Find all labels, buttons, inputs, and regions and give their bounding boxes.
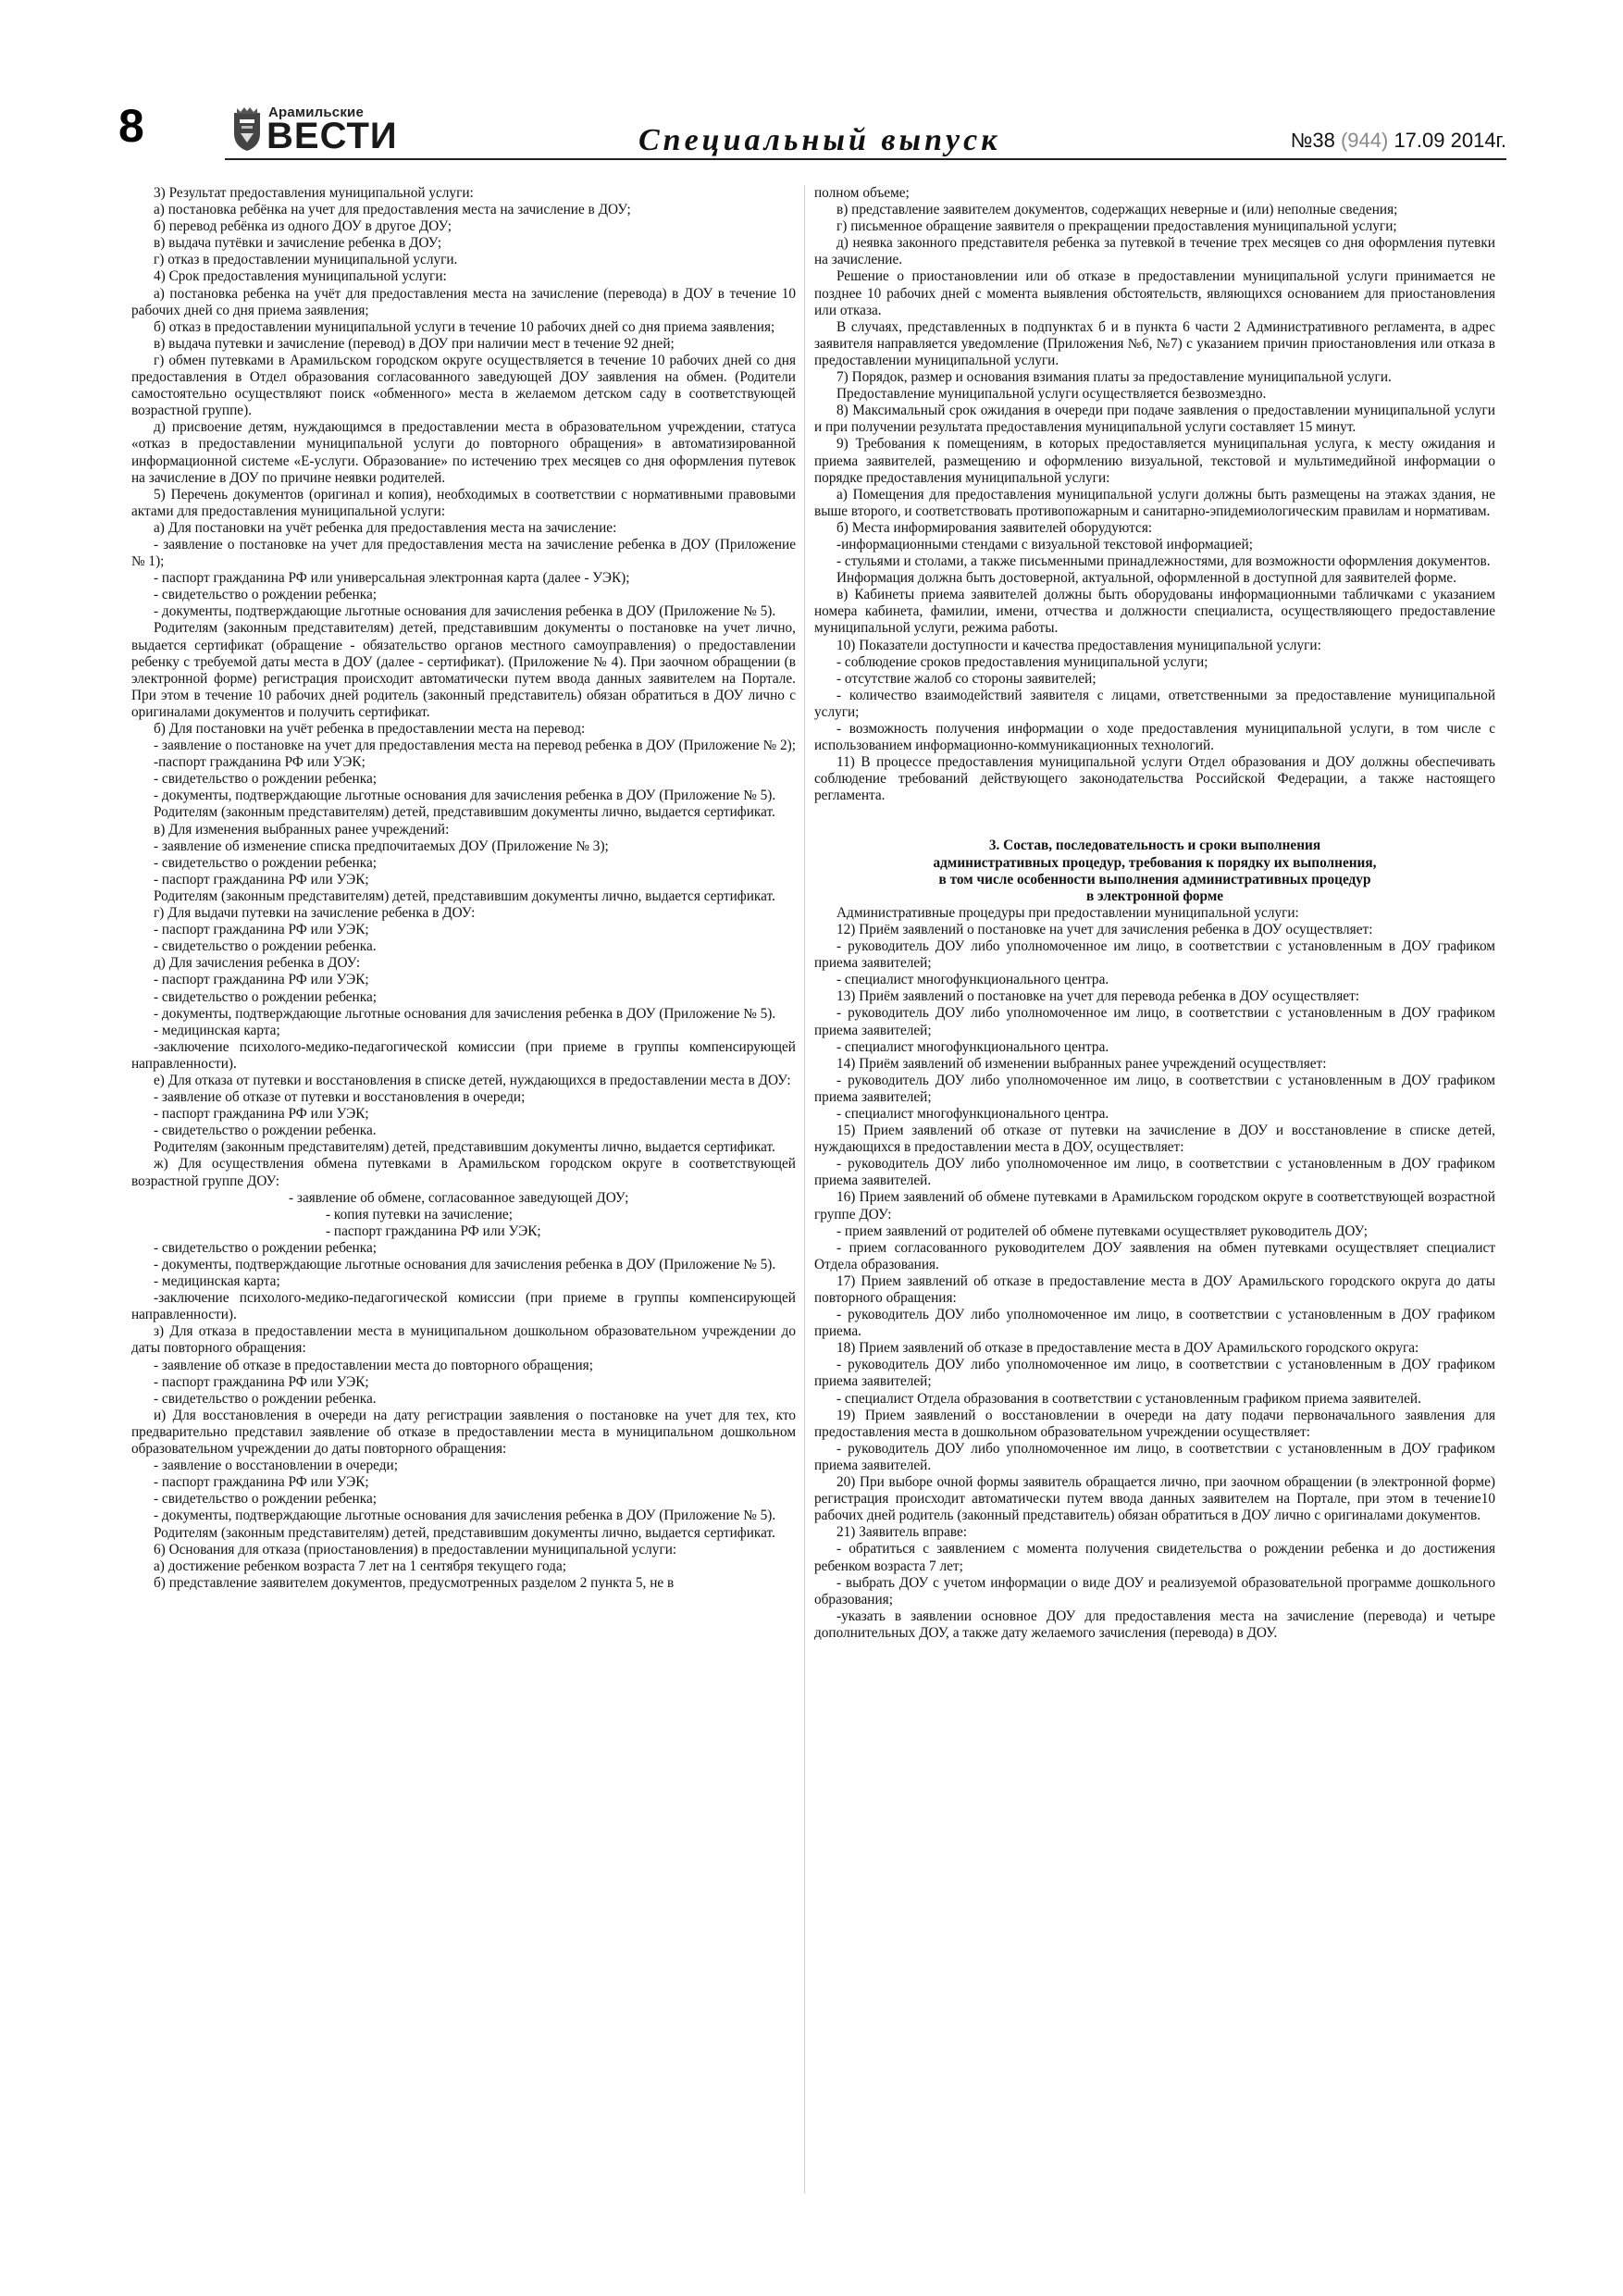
paragraph: - медицинская карта; xyxy=(154,1022,280,1038)
paragraph: ж) Для осуществления обмена путевками в Арамильском городском округе в соответствующей возрастной группе ДОУ: xyxy=(131,1156,796,1189)
paragraph: - руководитель ДОУ либо уполномоченное им лицо, в соответствии с установленным в ДОУ графиком приема заявителей. xyxy=(814,1440,1495,1473)
paragraph: 14) Приём заявлений об изменении выбранных ранее учреждений осуществляет: xyxy=(836,1055,1327,1072)
paragraph: з) Для отказа в предоставлении места в муниципальном дошкольном образовательном учреждении до даты повторного обращения: xyxy=(131,1323,796,1357)
paragraph: 11) В процессе предоставления муниципальной услуги Отдел образования и ДОУ должны обеспечивать соблюдение требований действующего законодательства Российской Федерации, а также настоящего регламента. xyxy=(814,754,1495,804)
paragraph: - паспорт гражданина РФ или УЭК; xyxy=(154,1474,369,1491)
paragraph: Родителям (законным представителям) детей, представившим документы о постановке на учет лично, выдается сертификат (обращение - обязательство органов местного самоуправления) о предоставлении ребенку с требуемой даты места в ДОУ (далее - сертификат). (Приложение № 4). При заочном обращении (в электронной форме) регистрация происходит автоматически путем ввода данных заявителем на Портале. При этом в течение 10 рабочих дней родитель (законный представитель) обязан обратиться в ДОУ лично с оригиналами документов и получить сертификат. xyxy=(131,620,796,720)
paragraph: 6) Основания для отказа (приостановления) в предоставлении муниципальной услуги: xyxy=(154,1541,677,1558)
paragraph: - документы, подтверждающие льготные основания для зачисления ребенка в ДОУ (Приложение № 5). xyxy=(154,1005,776,1022)
paragraph: - руководитель ДОУ либо уполномоченное им лицо, в соответствии с установленным в ДОУ графиком приема заявителей; xyxy=(814,1005,1495,1038)
section-heading-line: в электронной форме xyxy=(1085,887,1224,904)
paragraph: - свидетельство о рождении ребенка; xyxy=(154,1239,377,1256)
right-column xyxy=(814,185,1495,1642)
paragraph: - копия путевки на зачисление; xyxy=(326,1206,513,1222)
paragraph: Родителям (законным представителям) детей, представившим документы лично, выдается сертификат. xyxy=(154,1524,775,1541)
paragraph: - руководитель ДОУ либо уполномоченное им лицо, в соответствии с установленным в ДОУ графиком приема заявителей; xyxy=(814,1072,1495,1105)
paragraph: - паспорт гражданина РФ или УЭК; xyxy=(326,1222,541,1239)
column-divider xyxy=(804,185,805,2193)
paragraph: в) Кабинеты приема заявителей должны быть оборудованы информационными табличками с указанием номера кабинета, фамилии, имени, отчества и должности специалиста, осуществляющего предоставление муниципальной услуги, режима работы. xyxy=(814,587,1495,637)
paragraph: - руководитель ДОУ либо уполномоченное им лицо, в соответствии с установленным в ДОУ графиком приема заявителей. xyxy=(814,1156,1495,1189)
paragraph: - документы, подтверждающие льготные основания для зачисления ребенка в ДОУ (Приложение № 5). xyxy=(154,788,776,804)
paragraph: - свидетельство о рождении ребенка. xyxy=(154,1390,377,1407)
paragraph: - свидетельство о рождении ребенка; xyxy=(154,771,377,788)
paragraph: - заявление об обмене, согласованное заведующей ДОУ; xyxy=(289,1189,629,1206)
paragraph: б) Для постановки на учёт ребенка в предоставлении места на перевод: xyxy=(154,721,586,737)
paragraph: - паспорт гражданина РФ или УЭК; xyxy=(154,972,369,988)
paragraph: - заявление об изменение списка предпочитаемых ДОУ (Приложение № 3); xyxy=(154,838,609,854)
paragraph: - паспорт гражданина РФ или УЭК; xyxy=(154,922,369,938)
paragraph: - стульями и столами, а также письменными принадлежностями, для возможности оформления документов. xyxy=(836,553,1491,570)
paragraph: - свидетельство о рождении ребенка. xyxy=(154,938,377,955)
paragraph: б) перевод ребёнка из одного ДОУ в другое ДОУ; xyxy=(154,218,452,235)
paragraph: Решение о приостановлении или об отказе в предоставлении муниципальной услуги принимается не позднее 10 рабочих дней с момента выявления обстоятельств, являющихся основанием для приостановления или отказа. xyxy=(814,268,1495,318)
paragraph: - специалист многофункционального центра. xyxy=(836,972,1109,988)
paragraph: - заявление об отказе от путевки и восстановления в очереди; xyxy=(154,1089,526,1106)
paragraph: а) постановка ребенка на учёт для предоставления места на зачисление (перевода) в ДОУ в течение 10 рабочих дней со дня приема заявления; xyxy=(131,285,796,318)
paragraph: 21) Заявитель вправе: xyxy=(836,1524,968,1541)
newspaper-logo xyxy=(231,104,407,154)
paragraph: 4) Срок предоставления муниципальной услуги: xyxy=(154,268,447,285)
paragraph: 7) Порядок, размер и основания взимания платы за предоставление муниципальной услуги. xyxy=(836,369,1392,386)
section-heading-line: в том числе особенности выполнения административных процедур xyxy=(938,871,1371,887)
paragraph: д) неявка законного представителя ребенка за путевкой в течение трех месяцев со дня оформления путевки на зачисление. xyxy=(814,235,1495,268)
paragraph: - свидетельство о рождении ребенка; xyxy=(154,1491,377,1508)
paragraph: - руководитель ДОУ либо уполномоченное им лицо, в соответствии с установленным в ДОУ графиком приема заявителей; xyxy=(814,1357,1495,1390)
logo-big-text: ВЕСТИ xyxy=(266,116,398,156)
paragraph: - руководитель ДОУ либо уполномоченное им лицо, в соответствии с установленным в ДОУ графиком приема. xyxy=(814,1307,1495,1340)
paragraph: - специалист Отдела образования в соответствии с установленным графиком приема заявителей. xyxy=(836,1390,1421,1407)
paragraph: - заявление об отказе в предоставлении места до повторного обращения; xyxy=(154,1357,593,1373)
paragraph: - прием согласованного руководителем ДОУ заявления на обмен путевками осуществляет специалист Отдела образования. xyxy=(814,1239,1495,1272)
paragraph: Предоставление муниципальной услуги осуществляется безвозмездно. xyxy=(836,386,1267,403)
issue-number: №38 xyxy=(1290,129,1341,152)
paragraph: - специалист многофункционального центра. xyxy=(836,1038,1109,1055)
paragraph: Родителям (законным представителям) детей, представившим документы лично, выдается сертификат. xyxy=(154,1139,775,1156)
paragraph: - возможность получения информации о ходе предоставления муниципальной услуги, в том числе с использованием информационно-коммуникационных технологий. xyxy=(814,721,1495,754)
paragraph: 17) Прием заявлений об отказе в предоставление места в ДОУ Арамильского городского округа до даты повторного обращения: xyxy=(814,1272,1495,1306)
paragraph: Родителям (законным представителям) детей, представившим документы лично, выдается сертификат. xyxy=(154,887,775,904)
paragraph: - документы, подтверждающие льготные основания для зачисления ребенка в ДОУ (Приложение № 5). xyxy=(154,603,776,620)
paragraph: г) отказ в предоставлении муниципальной услуги. xyxy=(154,252,458,268)
paragraph: а) Помещения для предоставления муниципальной услуги должны быть размещены на этажах здания, не выше второго, и соответствовать противопожарным и санитарно-эпидемиологическим правилам и нормативам. xyxy=(814,486,1495,519)
paragraph: в) выдача путевки и зачисление (перевод) в ДОУ при наличии мест в течение 92 дней; xyxy=(154,335,675,352)
section-heading-line: 3. Состав, последовательность и сроки выполнения xyxy=(988,838,1321,854)
paragraph: Информация должна быть достоверной, актуальной, оформленной в доступной для заявителей форме. xyxy=(836,570,1457,587)
paragraph: -паспорт гражданина РФ или УЭК; xyxy=(154,754,365,771)
paragraph: - документы, подтверждающие льготные основания для зачисления ребенка в ДОУ (Приложение № 5). xyxy=(154,1508,776,1524)
paragraph: - свидетельство о рождении ребенка. xyxy=(154,1123,377,1139)
paragraph: в) выдача путёвки и зачисление ребенка в ДОУ; xyxy=(154,235,442,252)
paragraph: б) представление заявителем документов, предусмотренных разделом 2 пункта 5, не в xyxy=(154,1574,675,1591)
paragraph: - выбрать ДОУ с учетом информации о виде ДОУ и реализуемой образовательной программе дошкольного образования; xyxy=(814,1574,1495,1607)
edition-title: Специальный выпуск xyxy=(638,123,1001,157)
logo-small-text: Арамильские xyxy=(268,105,365,120)
paragraph: а) постановка ребёнка на учет для предоставления места на зачисление в ДОУ; xyxy=(154,202,631,218)
paragraph: 10) Показатели доступности и качества предоставления муниципальной услуги: xyxy=(836,637,1321,653)
paragraph: -заключение психолого-медико-педагогической комиссии (при приеме в группы компенсирующей направленности). xyxy=(131,1290,796,1323)
paragraph: - паспорт гражданина РФ или универсальная электронная карта (далее - УЭК); xyxy=(154,570,630,587)
paragraph: б) отказ в предоставлении муниципальной услуги в течение 10 рабочих дней со дня приема заявления; xyxy=(154,318,775,335)
page-number: 8 xyxy=(118,100,144,152)
paragraph: и) Для восстановления в очереди на дату регистрации заявления о постановке на учет для тех, кто предварительно представил заявление об отказе в предоставлении места в муниципальном дошкольном образовательном учреждении до даты повторного обращения: xyxy=(131,1407,796,1458)
paragraph: -информационными стендами с визуальной текстовой информацией; xyxy=(836,536,1253,552)
paragraph: б) Места информирования заявителей оборудуются: xyxy=(836,519,1153,536)
issue-date: 17.09 2014г. xyxy=(1388,129,1506,152)
paragraph: - свидетельство о рождении ребенка; xyxy=(154,988,377,1005)
paragraph: - отсутствие жалоб со стороны заявителей; xyxy=(836,670,1096,687)
paragraph: 9) Требования к помещениям, в которых предоставляется муниципальная услуга, к месту ожидания и приема заявителей, размещению и оформлению визуальной, текстовой и мультимедийной информации о порядке предоставления муниципальной услуги: xyxy=(814,436,1495,486)
paragraph: полном объеме; xyxy=(814,185,910,201)
paragraph: - обратиться с заявлением с момента получения свидетельства о рождении ребенка и до достижения ребенком возраста 7 лет; xyxy=(814,1541,1495,1574)
paragraph: - заявление о восстановлении в очереди; xyxy=(154,1458,398,1474)
paragraph: в) представление заявителем документов, содержащих неверные и (или) неполные сведения; xyxy=(836,202,1398,218)
paragraph: 13) Приём заявлений о постановке на учет для перевода ребенка в ДОУ осуществляет: xyxy=(836,988,1360,1005)
paragraph: 19) Прием заявлений о восстановлении в очереди на дату подачи первоначального заявления для предоставления места в дошкольном образовательном учреждении осуществляет: xyxy=(814,1407,1495,1440)
paragraph: 5) Перечень документов (оригинал и копия), необходимых в соответствии с нормативными правовыми актами для предоставления муниципальной услуги: xyxy=(131,486,796,519)
paragraph: Административные процедуры при предоставлении муниципальной услуги: xyxy=(836,904,1299,921)
paragraph: - паспорт гражданина РФ или УЭК; xyxy=(154,871,369,887)
section-heading xyxy=(814,838,1495,904)
paragraph: - документы, подтверждающие льготные основания для зачисления ребенка в ДОУ (Приложение № 5). xyxy=(154,1257,776,1272)
paragraph: 15) Прием заявлений об отказе от путевки на зачисление в ДОУ и восстановление в списке детей, нуждающихся в предоставлении места в ДОУ, осуществляет: xyxy=(814,1123,1495,1156)
paragraph: 8) Максимальный срок ожидания в очереди при подаче заявления о предоставлении муниципальной услуги и при получении результата предоставления муниципальной услуги составляет 15 минут. xyxy=(814,403,1495,436)
section-spacer xyxy=(814,804,1495,838)
paragraph: - заявление о постановке на учет для предоставления места на перевод ребенка в ДОУ (Приложение № 2); xyxy=(154,738,796,754)
paragraph: В случаях, представленных в подпунктах б и в пункта 6 части 2 Административного регламента, в адрес заявителя направляется уведомление (Приложения №6, №7) с указанием причин приостановления или отказа в предоставлении муниципальной услуги. xyxy=(814,318,1495,368)
header-rule xyxy=(225,158,1506,160)
paragraph: 3) Результат предоставления муниципальной услуги: xyxy=(154,185,474,201)
paragraph: - свидетельство о рождении ребенка; xyxy=(154,854,377,871)
paragraph: Родителям (законным представителям) детей, представившим документы лично, выдается сертификат. xyxy=(154,804,775,821)
paragraph: д) присвоение детям, нуждающимся в предоставлении места в образовательном учреждении, статуса «отказ в предоставлении муниципальной услуги до повторного обращения» в автоматизированной информационной системе «Е-услуги. Образование» по истечению трех месяцев со дня оформления путевок на зачисление в ДОУ по причине неявки родителей. xyxy=(131,419,796,486)
paragraph: а) Для постановки на учёт ребенка для предоставления места на зачисление: xyxy=(154,519,617,536)
left-column xyxy=(131,185,796,1592)
paragraph: 16) Прием заявлений об обмене путевками в Арамильском городском округе в соответствующей возрастной группе ДОУ: xyxy=(814,1189,1495,1222)
issue-info xyxy=(1291,128,1506,154)
paragraph: г) Для выдачи путевки на зачисление ребенка в ДОУ: xyxy=(154,905,476,922)
section-heading-line: административных процедур, требования к порядку их выполнения, xyxy=(933,854,1377,871)
paragraph: - специалист многофункционального центра. xyxy=(836,1105,1109,1122)
paragraph: - прием заявлений от родителей об обмене путевками осуществляет руководитель ДОУ; xyxy=(836,1222,1369,1239)
paragraph: е) Для отказа от путевки и восстановления в списке детей, нуждающихся в предоставлении места в ДОУ: xyxy=(154,1072,791,1088)
paragraph: - медицинская карта; xyxy=(154,1273,280,1290)
paragraph: 18) Прием заявлений об отказе в предоставление места в ДОУ Арамильского городского округа: xyxy=(836,1340,1419,1357)
paragraph: г) письменное обращение заявителя о прекращении предоставления муниципальной услуги; xyxy=(836,218,1397,235)
paragraph: - свидетельство о рождении ребенка; xyxy=(154,587,377,603)
paragraph: - паспорт гражданина РФ или УЭК; xyxy=(154,1106,369,1123)
paragraph: -заключение психолого-медико-педагогической комиссии (при приеме в группы компенсирующей направленности). xyxy=(131,1038,796,1072)
paragraph: - руководитель ДОУ либо уполномоченное им лицо, в соответствии с установленным в ДОУ графиком приема заявителей; xyxy=(814,938,1495,972)
paragraph: 20) При выборе очной формы заявитель обращается лично, при заочном обращении (в электронной форме) регистрация происходит автоматически путем ввода данных заявителем на Портале, при этом в течение10 рабочих дней родитель (законный представитель) обязан обратиться в ДОУ лично с оригиналами документов. xyxy=(814,1474,1495,1524)
paragraph: - паспорт гражданина РФ или УЭК; xyxy=(154,1373,369,1390)
paragraph: а) достижение ребенком возраста 7 лет на 1 сентября текущего года; xyxy=(154,1558,566,1574)
paragraph: в) Для изменения выбранных ранее учреждений: xyxy=(154,821,450,838)
issue-total-number: (944) xyxy=(1340,129,1389,152)
paragraph: -указать в заявлении основное ДОУ для предоставления места на зачисление (перевода) и четыре дополнительных ДОУ, а также дату желаемого зачисления (перевода) в ДОУ. xyxy=(814,1607,1495,1641)
coat-of-arms-icon xyxy=(231,105,263,152)
paragraph: - заявление о постановке на учет для предоставления места на зачисление ребенка в ДОУ (Приложение № 1); xyxy=(131,536,796,570)
paragraph: г) обмен путевками в Арамильском городском округе осуществляется в течение 10 рабочих дней со дня предоставления в Отдел образования согласованного заведующей ДОУ заявления на обмен. (Родители самостоятельно осуществляют поиск «обменного» места в желаемом детском саду в соответствующей возрастной группе). xyxy=(131,352,796,419)
paragraph: - соблюдение сроков предоставления муниципальной услуги; xyxy=(836,653,1208,670)
paragraph: д) Для зачисления ребенка в ДОУ: xyxy=(154,955,361,972)
paragraph: - количество взаимодействий заявителя с лицами, ответственными за предоставление муниципальной услуги; xyxy=(814,687,1495,720)
paragraph: 12) Приём заявлений о постановке на учет для зачисления ребенка в ДОУ осуществляет: xyxy=(836,921,1373,937)
